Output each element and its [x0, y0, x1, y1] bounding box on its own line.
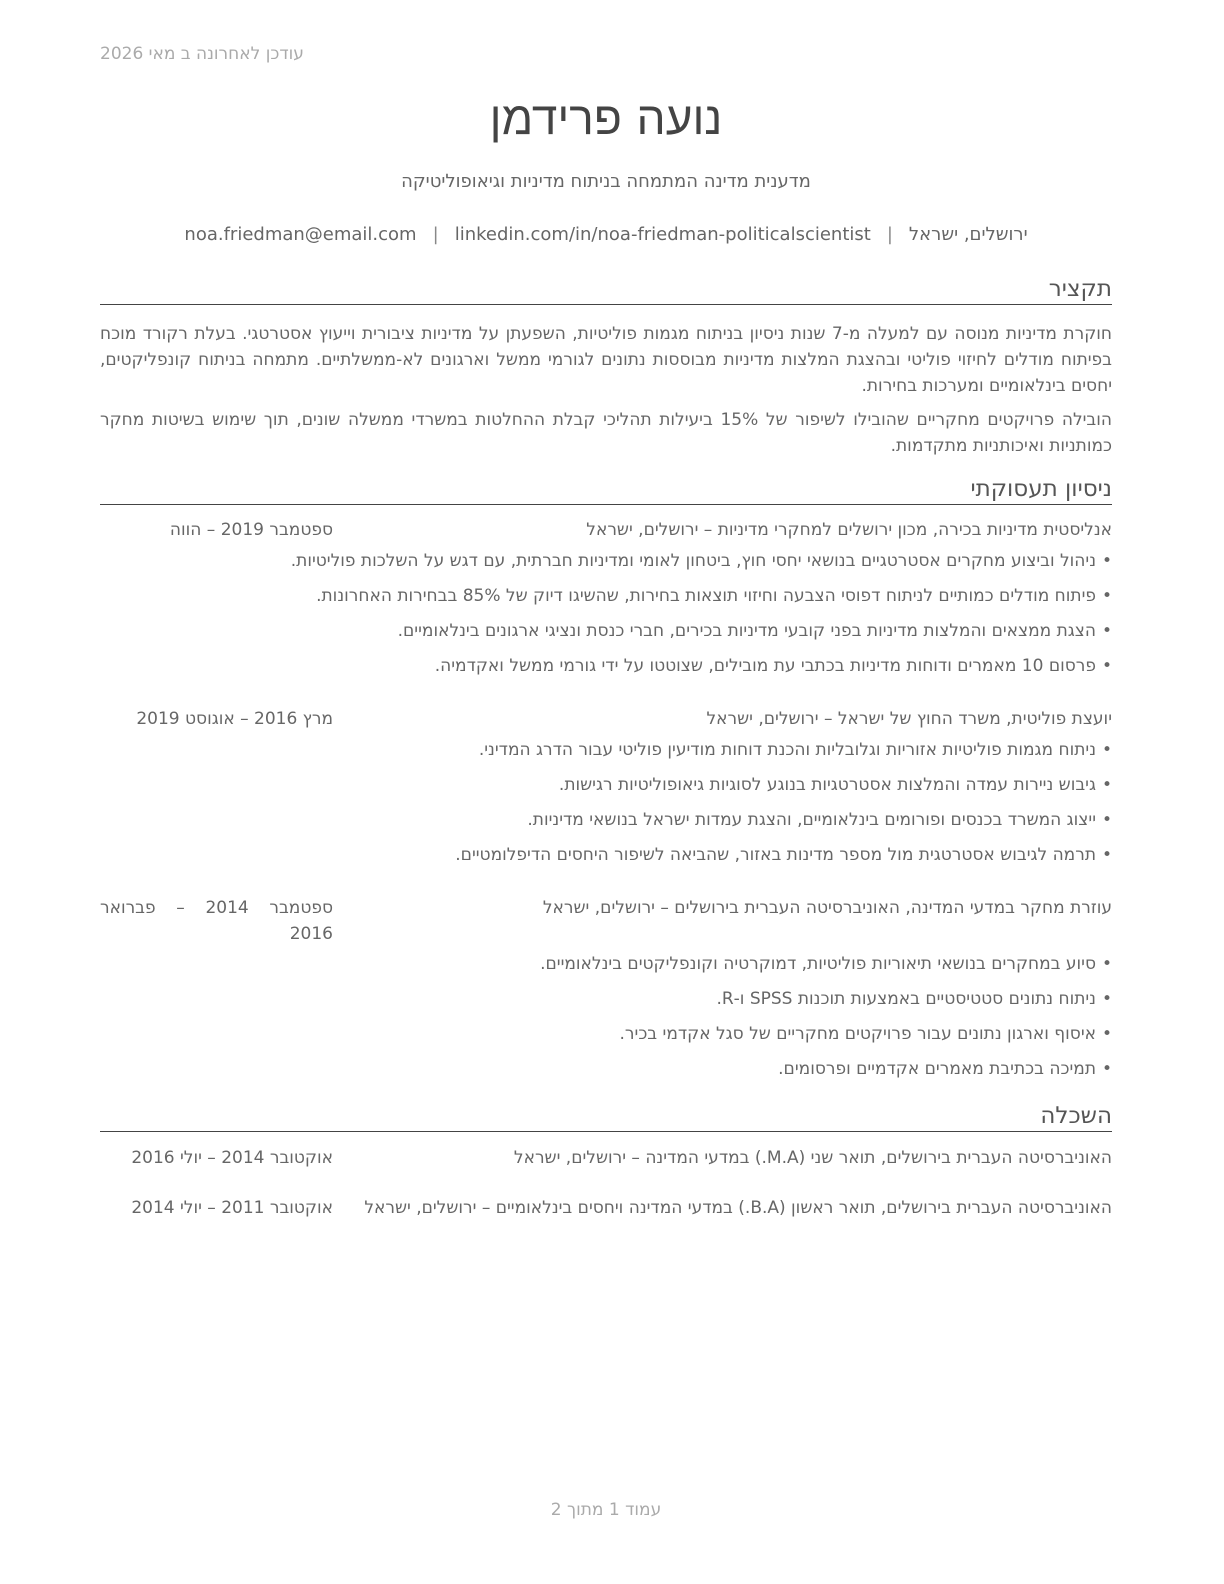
job-header	[100, 517, 1112, 543]
job-bullets	[100, 951, 1112, 1082]
contact-line	[100, 222, 1112, 248]
education-entry	[100, 1145, 1112, 1171]
job-title: יועצת פוליטית, משרד החוץ של ישראל – ירושלים, ישראל	[706, 709, 1112, 729]
degree-date: אוקטובר 2011 – יולי 2014	[131, 1198, 333, 1218]
summary-heading: תקציר	[100, 274, 1112, 305]
contact-separator: |	[432, 224, 439, 245]
job-bullet: • תמיכה בכתיבת מאמרים אקדמיים ופרסומים.	[100, 1056, 1112, 1082]
experience-section	[100, 474, 1112, 505]
education-entry	[100, 1195, 1112, 1247]
contact-location: ירושלים, ישראל	[908, 224, 1028, 245]
job-title: אנליסטית מדיניות בכירה, מכון ירושלים למחקרי מדיניות – ירושלים, ישראל	[586, 520, 1112, 540]
resume-page	[100, 0, 1112, 1584]
job-bullet: • פיתוח מודלים כמותיים לניתוח דפוסי הצבעה וחיזוי תוצאות בחירות, שהשיגו דיוק של 85% בבחירות האחרונות.	[100, 583, 1112, 609]
job-bullet: • ייצוג המשרד בכנסים ופורומים בינלאומיים, והצגת עמדות ישראל בנושאי מדיניות.	[100, 807, 1112, 833]
job-bullet: • פרסום 10 מאמרים ודוחות מדיניות בכתבי עת מובילים, שצוטטו על ידי גורמי ממשל ואקדמיה.	[100, 653, 1112, 679]
education-header	[100, 1145, 1112, 1171]
contact-email[interactable]: noa.friedman@email.com	[184, 224, 417, 245]
education-header	[100, 1195, 1112, 1247]
summary-paragraph: הובילה פרויקטים מחקריים שהובילו לשיפור של 15% ביעילות תהליכי קבלת ההחלטות במשרדי ממשלה שונים, תוך שימוש בשיטות מחקר כמותניות ואיכותניות מתקדמות.	[100, 410, 1112, 456]
job-bullet: • הצגת ממצאים והמלצות מדיניות בפני קובעי מדיניות בכירים, חברי כנסת ונציגי ארגונים בינלאומיים.	[100, 618, 1112, 644]
contact-separator: |	[886, 224, 893, 245]
contact-linkedin[interactable]: linkedin.com/in/noa-friedman-politicalscientist	[454, 224, 871, 245]
job-date: ספטמבר 2019 – הווה	[169, 520, 333, 540]
last-updated: עודכן לאחרונה ב מאי 2026	[100, 44, 304, 64]
degree-date: אוקטובר 2014 – יולי 2016	[131, 1148, 333, 1168]
job-bullet: • איסוף וארגון נתונים עבור פרויקטים מחקריים של סגל אקדמי בכיר.	[100, 1021, 1112, 1047]
job-bullet: • ניהול וביצוע מחקרים אסטרטגיים בנושאי יחסי חוץ, ביטחון לאומי ומדיניות חברתית, עם דגש על השלכות פוליטיות.	[100, 548, 1112, 574]
job-title: עוזרת מחקר במדעי המדינה, האוניברסיטה העברית בירושלים – ירושלים, ישראל	[542, 898, 1112, 918]
job-entry	[100, 706, 1112, 877]
page-number: עמוד 1 מתוך 2	[550, 1500, 662, 1520]
job-bullet: • תרמה לגיבוש אסטרטגית מול מספר מדינות באזור, שהביאה לשיפור היחסים הדיפלומטיים.	[100, 842, 1112, 868]
job-bullet: • גיבוש ניירות עמדה והמלצות אסטרטגיות בנוגע לסוגיות גיאופוליטיות רגישות.	[100, 772, 1112, 798]
job-date: ספטמבר 2014 – פברואר 2016	[100, 898, 333, 944]
degree-title: האוניברסיטה העברית בירושלים, תואר ראשון (B.A.) במדעי המדינה ויחסים בינלאומיים – ירושלים, ישראל	[364, 1198, 1112, 1218]
education-section	[100, 1101, 1112, 1132]
job-header	[100, 706, 1112, 732]
job-entry	[100, 895, 1112, 1091]
candidate-name: נועה פרידמן	[489, 91, 723, 145]
job-header	[100, 895, 1112, 947]
professional-title: מדענית מדינה המתמחה בניתוח מדיניות וגיאופוליטיקה	[401, 171, 811, 192]
job-bullets	[100, 548, 1112, 679]
job-bullet: • ניתוח מגמות פוליטיות אזוריות וגלובליות והכנת דוחות מודיעין פוליטי עבור הדרג המדיני.	[100, 737, 1112, 763]
job-bullet: • סיוע במחקרים בנושאי תיאוריות פוליטיות, דמוקרטיה וקונפליקטים בינלאומיים.	[100, 951, 1112, 977]
job-bullet: • ניתוח נתונים סטטיסטיים באמצעות תוכנות SPSS ו-R.	[100, 986, 1112, 1012]
job-entry	[100, 517, 1112, 688]
job-date: מרץ 2016 – אוגוסט 2019	[136, 709, 333, 729]
degree-title: האוניברסיטה העברית בירושלים, תואר שני (M.A.) במדעי המדינה – ירושלים, ישראל	[513, 1148, 1112, 1168]
summary-paragraph: חוקרת מדיניות מנוסה עם למעלה מ-7 שנות ניסיון בניתוח מגמות פוליטיות, השפעתן על מדיניות ציבורית וייעוץ אסטרטגי. בעלת רקורד מוכח בפיתוח מודלים לחיזוי פוליטי ובהצגת המלצות מדיניות מבוססות נתונים לגורמי ממשל וארגונים לא-ממשלתיים. מתמחה בניתוח קונפליקטים, יחסים בינלאומיים ומערכות בחירות.	[100, 324, 1112, 396]
job-bullets	[100, 737, 1112, 868]
experience-heading: ניסיון תעסוקתי	[100, 474, 1112, 505]
education-heading: השכלה	[100, 1101, 1112, 1132]
summary-section	[100, 274, 1112, 459]
